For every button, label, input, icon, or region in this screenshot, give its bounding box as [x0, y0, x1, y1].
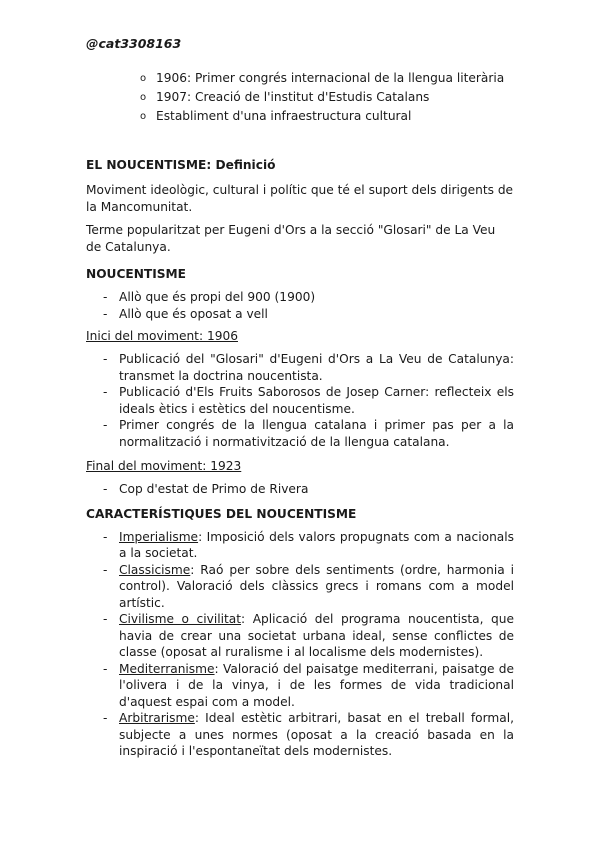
list-item-text: Primer congrés de la llengua catalana i primer pas per a la normalització i normativització de la llengua catalana.	[119, 418, 514, 449]
term-description: : Aplicació del programa noucentista, que havia de crear una societat urbana ideal, sense conflictes de classe (oposat al ruralisme i al localisme dels modernistes).	[119, 612, 514, 659]
dash-bullet-icon: -	[103, 482, 108, 496]
dash-bullet-icon: -	[103, 529, 108, 544]
inici-heading: Inici del moviment: 1906	[86, 329, 238, 343]
dash-bullet-icon: -	[103, 612, 108, 626]
list-item	[86, 529, 514, 562]
list-item-text: Publicació del "Glosari" d'Eugeni d'Ors a La Veu de Catalunya: transmet la doctrina noucentista.	[119, 352, 514, 383]
list-item	[86, 351, 514, 384]
dash-bullet-icon: -	[103, 661, 108, 676]
term-label: Classicisme	[119, 562, 191, 577]
list-item-text: Allò que és oposat a vell	[119, 306, 268, 321]
noucentisme-list	[86, 289, 514, 322]
list-item	[86, 481, 514, 498]
definition-paragraph: Terme popularitzat per Eugeni d'Ors a la secció "Glosari" de La Veu de Catalunya.	[86, 223, 496, 254]
dash-bullet-icon: -	[103, 290, 108, 304]
term-description: : Valoració del paisatge mediterrani, paisatge de l'olivera i de la vinya, i de les formes de vida tradicional d'aquest espai com a model.	[119, 661, 514, 709]
list-item	[86, 289, 514, 306]
term-label: Civilisme o civilitat	[119, 612, 242, 626]
list-item	[86, 417, 514, 450]
dash-bullet-icon: -	[103, 418, 108, 432]
list-item	[86, 661, 514, 711]
inici-list	[86, 351, 514, 450]
circle-bullet-icon: o	[140, 111, 147, 122]
definition-heading: EL NOUCENTISME: Definició	[86, 158, 276, 172]
list-item-text: Establiment d'una infraestructura cultural	[156, 109, 412, 123]
term-label: Mediterranisme	[119, 661, 215, 676]
list-item-text: Allò que és propi del 900 (1900)	[119, 290, 316, 304]
circle-bullet-icon: o	[140, 73, 147, 84]
noucentisme-heading: NOUCENTISME	[86, 267, 187, 281]
list-item	[86, 562, 514, 612]
list-item	[86, 710, 514, 760]
caracteristiques-heading: CARACTERÍSTIQUES DEL NOUCENTISME	[86, 506, 357, 521]
dash-bullet-icon: -	[103, 385, 108, 399]
term-description: : Imposició dels valors propugnats com a nacionals a la societat.	[119, 529, 514, 560]
list-item-text: Publicació d'Els Fruits Saborosos de Josep Carner: reflecteix els ideals ètics i estètics del noucentisme.	[119, 385, 514, 416]
list-item-text: 1906: Primer congrés internacional de la llengua literària	[156, 71, 505, 85]
list-item-text: Cop d'estat de Primo de Rivera	[119, 482, 309, 496]
caracteristiques-list	[86, 529, 514, 760]
list-item	[86, 611, 514, 661]
list-item	[140, 108, 504, 127]
main-content	[86, 157, 514, 760]
list-item-text: 1907: Creació de l'institut d'Estudis Catalans	[156, 90, 430, 104]
term-label: Arbitrarisme	[119, 711, 195, 725]
list-item	[140, 89, 504, 108]
term-description: : Raó per sobre dels sentiments (ordre, harmonia i control). Valoració dels clàssics grecs i romans com a model artístic.	[119, 562, 514, 610]
author-handle: @cat3308163	[86, 36, 182, 51]
dash-bullet-icon: -	[103, 306, 108, 321]
intro-list	[140, 70, 504, 127]
dash-bullet-icon: -	[103, 562, 108, 577]
circle-bullet-icon: o	[140, 92, 147, 103]
list-item	[140, 70, 504, 89]
term-description: : Ideal estètic arbitrari, basat en el treball formal, subjecte a unes normes (oposat a la creació basada en la inspiració i l'espontaneïtat dels modernistes.	[119, 711, 514, 758]
dash-bullet-icon: -	[103, 711, 108, 725]
definition-paragraph: Moviment ideològic, cultural i polític que té el suport dels dirigents de la Mancomunitat.	[86, 183, 514, 214]
list-item	[86, 306, 514, 323]
final-list	[86, 481, 514, 498]
term-label: Imperialisme	[119, 529, 199, 544]
list-item	[86, 384, 514, 417]
dash-bullet-icon: -	[103, 352, 108, 366]
final-heading: Final del moviment: 1923	[86, 459, 242, 473]
